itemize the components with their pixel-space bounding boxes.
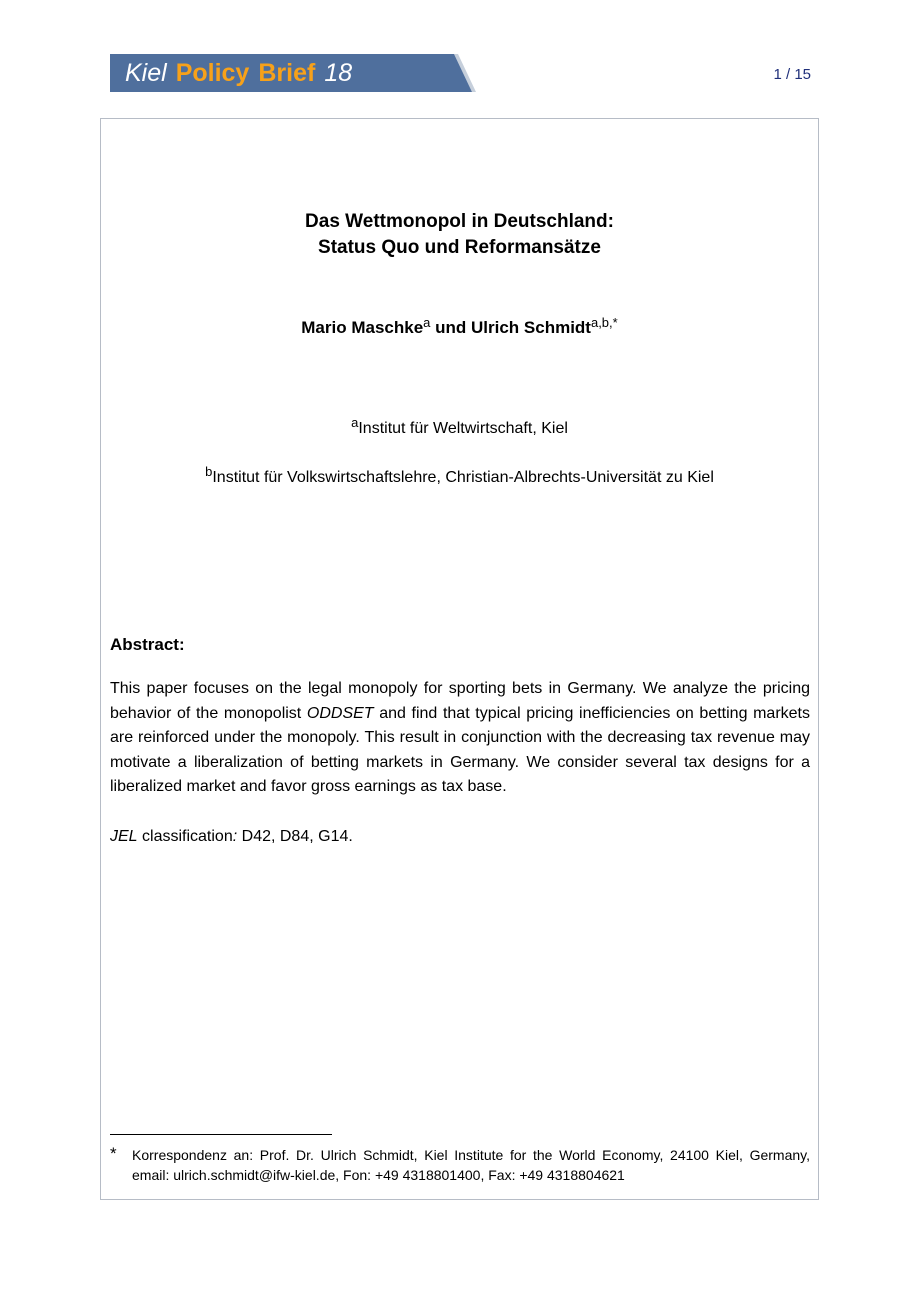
jel-classification [110,828,353,846]
author-joiner: und [430,318,471,337]
author-name: Ulrich Schmidt [471,318,591,337]
author-affiliation-marker: a [423,315,431,330]
abstract-text: and find that typical pricing inefficiencies on betting markets are reinforced under the monopoly. This result in conjunction with the decreasing tax revenue may motivate a liberalization of betting markets in Germany. We consider several tax designs for a liberalized market and favor gross earnings as tax base. [110,704,811,796]
footnote-marker: * [110,1144,117,1163]
page-indicator: 1 / 15 [773,66,811,83]
issue-number: 18 [324,59,353,87]
affiliation-marker: a [351,415,359,430]
abstract-heading: Abstract: [110,635,185,654]
jel-codes: D42, D84, G14. [237,828,353,845]
jel-label-emphasis: JEL [110,828,138,845]
abstract-text: This paper focuses on the legal monopoly for sporting bets in Germany. We analyze the pricing behavior of the monopolist [110,680,810,722]
abstract-emphasis: ODDSET [306,704,374,722]
series-word-brief: Brief [258,59,316,87]
jel-label: classification [137,828,233,845]
paper-title-line-1: Das Wettmonopol in Deutschland: [305,211,614,232]
footnote-divider [110,1134,332,1135]
author-name: Mario Maschke [301,318,424,337]
affiliation-marker: b [205,464,213,479]
paper-title-line-2: Status Quo und Reformansätze [318,237,601,258]
page-frame [100,118,819,1200]
author-list [100,315,819,338]
jel-colon: : [232,828,238,845]
series-word-policy: Policy [175,59,250,87]
footnote-text: Korrespondenz an: Prof. Dr. Ulrich Schmidt, Kiel Institute for the World Economy, 24100 Kiel, Germany, email: ulrich.schmidt@ifw-kiel.de, Fon: +49 4318801400, Fax: +49 4318804621 [132,1147,810,1183]
affiliation-text: Institut für Weltwirtschaft, Kiel [358,420,568,437]
affiliation-b [100,464,819,487]
affiliation-a [100,415,819,438]
author-affiliation-marker: a,b,* [590,315,618,330]
series-word-kiel: Kiel [125,59,167,87]
affiliation-text: Institut für Volkswirtschaftslehre, Christian-Albrechts-Universität zu Kiel [212,469,714,486]
abstract-body [110,677,810,800]
series-title [125,56,361,90]
